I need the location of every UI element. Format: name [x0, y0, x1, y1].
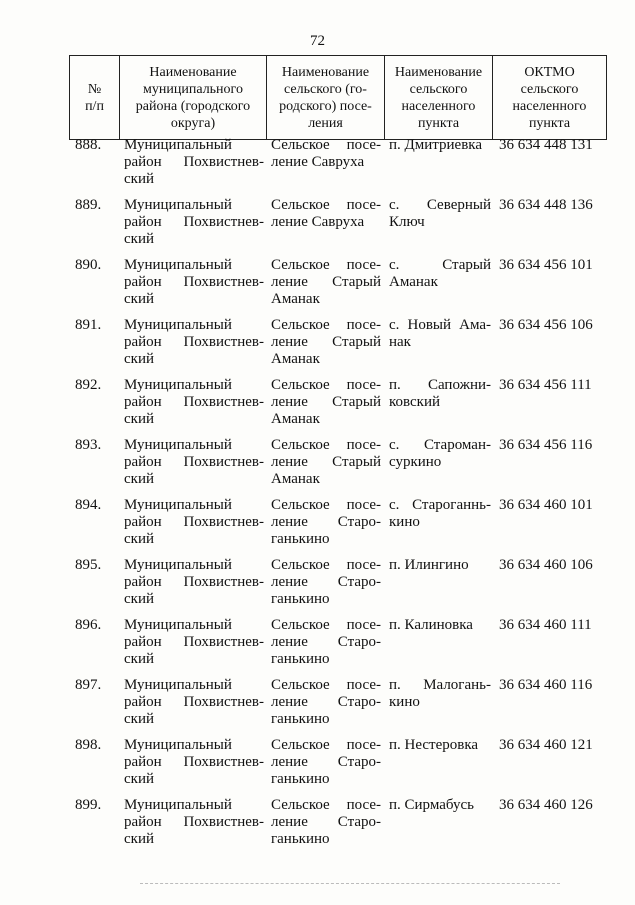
district-cell-line: район Похвистнев-	[124, 334, 264, 350]
oktmo-cell: 36 634 460 111	[499, 617, 592, 633]
district-cell	[124, 137, 264, 188]
district-cell-line: ский	[124, 171, 154, 187]
row-number: 892.	[75, 377, 102, 393]
oktmo-cell: 36 634 460 101	[499, 497, 593, 513]
row-number: 898.	[75, 737, 102, 753]
locality-cell-line: кино	[389, 694, 420, 710]
oktmo-cell: 36 634 460 121	[499, 737, 593, 753]
settlement-cell-line: Сельское посе-	[271, 437, 381, 453]
settlement-cell-line: Сельское посе-	[271, 377, 381, 393]
settlement-cell-line: Сельское посе-	[271, 797, 381, 813]
locality-cell	[389, 257, 491, 291]
district-cell-line: район Похвистнев-	[124, 394, 264, 410]
oktmo-cell: 36 634 456 101	[499, 257, 593, 273]
locality-cell-line: с. Новый Ама-	[389, 317, 491, 333]
settlement-cell	[271, 557, 381, 608]
settlement-cell-line: ление Старо-	[271, 814, 381, 830]
settlement-cell-line: ление Старый	[271, 334, 381, 350]
settlement-cell-line: ление Савруха	[271, 214, 365, 230]
table-row	[69, 797, 606, 857]
settlement-cell-line: Сельское посе-	[271, 677, 381, 693]
district-cell-line: Муниципальный	[124, 497, 232, 513]
district-cell-line: район Похвистнев-	[124, 154, 264, 170]
locality-cell	[389, 737, 491, 754]
header-num: № п/п	[70, 56, 120, 140]
district-cell-line: ский	[124, 351, 154, 367]
district-cell-line: ский	[124, 291, 154, 307]
header-settlement: Наименование сельского (го- родского) посе- ления	[267, 56, 385, 140]
locality-cell-line: п. Дмитриевка	[389, 137, 483, 153]
table-row	[69, 557, 606, 617]
oktmo-cell: 36 634 460 106	[499, 557, 593, 573]
locality-cell-line: п. Сапожни-	[389, 377, 491, 393]
district-cell-line: Муниципальный	[124, 197, 232, 213]
locality-cell-line: п. Нестеровка	[389, 737, 479, 753]
table-row	[69, 617, 606, 677]
district-cell-line: район Похвистнев-	[124, 634, 264, 650]
settlement-cell	[271, 317, 381, 368]
district-cell-line: ский	[124, 231, 154, 247]
district-cell	[124, 557, 264, 608]
locality-cell	[389, 317, 491, 351]
district-cell-line: район Похвистнев-	[124, 574, 264, 590]
district-cell-line: район Похвистнев-	[124, 274, 264, 290]
settlement-cell-line: ганькино	[271, 771, 330, 787]
settlement-cell	[271, 797, 381, 848]
locality-cell	[389, 497, 491, 531]
locality-cell	[389, 557, 491, 574]
settlement-cell	[271, 377, 381, 428]
table-row	[69, 737, 606, 797]
district-cell-line: ский	[124, 771, 154, 787]
locality-cell	[389, 437, 491, 471]
table-row	[69, 497, 606, 557]
district-cell	[124, 437, 264, 488]
district-cell-line: Муниципальный	[124, 677, 232, 693]
district-cell-line: ский	[124, 411, 154, 427]
settlement-cell-line: Сельское посе-	[271, 257, 381, 273]
locality-cell-line: ковский	[389, 394, 441, 410]
settlement-cell	[271, 437, 381, 488]
locality-cell-line: с. Северный	[389, 197, 491, 213]
locality-cell	[389, 617, 491, 634]
table-row	[69, 257, 606, 317]
table-row	[69, 377, 606, 437]
district-cell-line: Муниципальный	[124, 437, 232, 453]
oktmo-cell: 36 634 456 116	[499, 437, 593, 453]
district-cell	[124, 317, 264, 368]
district-cell-line: ский	[124, 471, 154, 487]
footer-divider	[140, 883, 560, 884]
table-body	[69, 137, 606, 857]
locality-cell-line: нак	[389, 334, 411, 350]
settlement-cell-line: ление Старый	[271, 274, 381, 290]
district-cell-line: район Похвистнев-	[124, 754, 264, 770]
row-number: 899.	[75, 797, 102, 813]
settlement-cell-line: Сельское посе-	[271, 557, 381, 573]
row-number: 891.	[75, 317, 102, 333]
locality-cell	[389, 197, 491, 231]
district-cell-line: ский	[124, 831, 154, 847]
locality-cell-line: п. Малогань-	[389, 677, 491, 693]
district-cell	[124, 677, 264, 728]
locality-cell-line: п. Калиновка	[389, 617, 473, 633]
district-cell-line: район Похвистнев-	[124, 694, 264, 710]
settlement-cell-line: ганькино	[271, 651, 330, 667]
header-oktmo: ОКТМО сельского населенного пункта	[493, 56, 607, 140]
district-cell	[124, 197, 264, 248]
settlement-cell-line: Аманак	[271, 411, 320, 427]
district-cell	[124, 737, 264, 788]
district-cell-line: Муниципальный	[124, 317, 232, 333]
locality-cell-line: с. Староман-	[389, 437, 491, 453]
locality-cell-line: Ключ	[389, 214, 425, 230]
locality-cell	[389, 377, 491, 411]
settlement-cell	[271, 197, 381, 231]
settlement-cell-line: ление Старо-	[271, 514, 381, 530]
settlement-cell-line: Аманак	[271, 291, 320, 307]
district-cell	[124, 377, 264, 428]
settlement-cell-line: ление Старо-	[271, 694, 381, 710]
locality-cell	[389, 137, 491, 154]
settlement-cell	[271, 137, 381, 171]
district-cell	[124, 257, 264, 308]
district-cell-line: район Похвистнев-	[124, 454, 264, 470]
row-number: 895.	[75, 557, 102, 573]
settlement-cell-line: ганькино	[271, 711, 330, 727]
oktmo-cell: 36 634 456 106	[499, 317, 593, 333]
table-row	[69, 137, 606, 197]
settlement-cell-line: ление Старо-	[271, 634, 381, 650]
table-row	[69, 317, 606, 377]
settlement-cell-line: Сельское посе-	[271, 737, 381, 753]
locality-cell-line: с. Старый	[389, 257, 491, 273]
locality-cell-line: п. Илингино	[389, 557, 469, 573]
district-cell	[124, 617, 264, 668]
settlement-cell-line: ление Старый	[271, 454, 381, 470]
district-cell-line: район Похвистнев-	[124, 214, 264, 230]
oktmo-cell: 36 634 460 126	[499, 797, 593, 813]
district-cell-line: район Похвистнев-	[124, 814, 264, 830]
locality-cell-line: кино	[389, 514, 420, 530]
settlement-cell-line: ление Старо-	[271, 574, 381, 590]
district-cell-line: ский	[124, 711, 154, 727]
settlement-cell-line: Аманак	[271, 351, 320, 367]
settlement-cell-line: ганькино	[271, 531, 330, 547]
settlement-cell	[271, 677, 381, 728]
district-cell-line: Муниципальный	[124, 137, 232, 153]
oktmo-cell: 36 634 448 131	[499, 137, 593, 153]
settlement-cell	[271, 257, 381, 308]
settlement-cell-line: Сельское посе-	[271, 317, 381, 333]
district-cell	[124, 797, 264, 848]
header-row	[70, 56, 607, 140]
settlement-cell	[271, 497, 381, 548]
district-cell	[124, 497, 264, 548]
oktmo-cell: 36 634 456 111	[499, 377, 592, 393]
row-number: 890.	[75, 257, 102, 273]
page-number: 72	[310, 33, 325, 49]
table-row	[69, 437, 606, 497]
settlement-cell-line: Сельское посе-	[271, 497, 381, 513]
district-cell-line: ский	[124, 651, 154, 667]
settlement-cell-line: ление Старый	[271, 394, 381, 410]
locality-cell	[389, 797, 491, 814]
settlement-cell-line: ганькино	[271, 591, 330, 607]
header-locality: Наименование сельского населенного пункта	[385, 56, 493, 140]
locality-cell	[389, 677, 491, 711]
locality-cell-line: Аманак	[389, 274, 438, 290]
settlement-cell-line: ганькино	[271, 831, 330, 847]
settlement-cell	[271, 617, 381, 668]
district-cell-line: Муниципальный	[124, 737, 232, 753]
settlement-cell-line: ление Савруха	[271, 154, 365, 170]
settlement-cell-line: Сельское посе-	[271, 617, 381, 633]
district-cell-line: район Похвистнев-	[124, 514, 264, 530]
settlement-cell-line: Аманак	[271, 471, 320, 487]
header-district: Наименование муниципального района (городского округа)	[120, 56, 267, 140]
district-cell-line: Муниципальный	[124, 557, 232, 573]
table-row	[69, 197, 606, 257]
row-number: 889.	[75, 197, 102, 213]
row-number: 893.	[75, 437, 102, 453]
district-cell-line: ский	[124, 531, 154, 547]
row-number: 894.	[75, 497, 102, 513]
settlement-cell-line: Сельское посе-	[271, 197, 381, 213]
locality-cell-line: п. Сирмабусь	[389, 797, 474, 813]
settlement-cell-line: Сельское посе-	[271, 137, 381, 153]
settlement-cell-line: ление Старо-	[271, 754, 381, 770]
district-cell-line: ский	[124, 591, 154, 607]
oktmo-cell: 36 634 448 136	[499, 197, 593, 213]
locality-cell-line: с. Староганнь-	[389, 497, 491, 513]
settlement-cell	[271, 737, 381, 788]
district-cell-line: Муниципальный	[124, 617, 232, 633]
row-number: 888.	[75, 137, 102, 153]
district-cell-line: Муниципальный	[124, 257, 232, 273]
district-cell-line: Муниципальный	[124, 797, 232, 813]
district-cell-line: Муниципальный	[124, 377, 232, 393]
row-number: 897.	[75, 677, 102, 693]
oktmo-cell: 36 634 460 116	[499, 677, 593, 693]
table-row	[69, 677, 606, 737]
row-number: 896.	[75, 617, 102, 633]
locality-cell-line: суркино	[389, 454, 442, 470]
table-header	[69, 55, 607, 140]
